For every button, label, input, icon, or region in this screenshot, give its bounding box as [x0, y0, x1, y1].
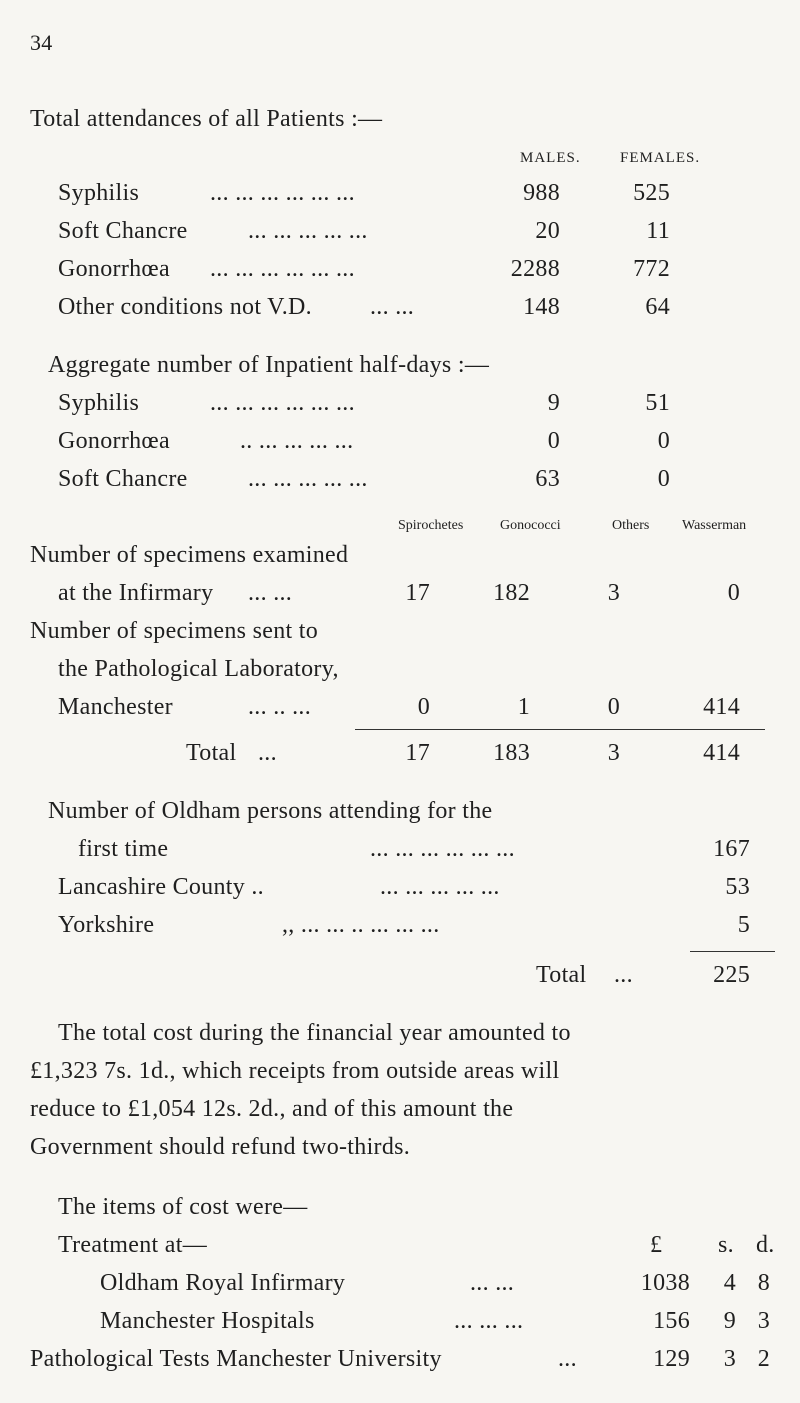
attendances-title: Total attendances of all Patients :—: [30, 106, 383, 132]
row-leaders: ... ... ... ... ...: [248, 218, 368, 244]
oldham-title: Number of Oldham persons attending for the: [48, 798, 493, 824]
row-leaders: ... ... ... ... ... ...: [370, 836, 515, 862]
infirmary-label-line1: Number of specimens examined: [30, 542, 349, 568]
col-pounds-header: £: [650, 1232, 663, 1258]
pounds-value: 1038: [640, 1270, 690, 1296]
row-leaders: ... ... ...: [454, 1308, 524, 1334]
shillings-value: 3: [723, 1346, 736, 1372]
specimens-total-leaders: ...: [258, 740, 277, 766]
lab-label-line2: the Pathological Laboratory,: [58, 656, 339, 682]
row-label: first time: [78, 836, 169, 862]
paragraph-line: £1,323 7s. 1d., which receipts from outside areas will: [30, 1058, 560, 1084]
costs-title: The items of cost were—: [58, 1194, 308, 1220]
infirmary-gonococci: 182: [493, 580, 530, 606]
row-leaders: ... ... ... ... ...: [248, 466, 368, 492]
row-label: Lancashire County ..: [58, 874, 264, 900]
infirmary-leaders: ... ...: [248, 580, 293, 606]
row-label: Soft Chancre: [58, 466, 188, 492]
lab-gonococci: 1: [517, 694, 530, 720]
pence-value: 8: [757, 1270, 770, 1296]
row-label: Soft Chancre: [58, 218, 188, 244]
pence-value: 2: [757, 1346, 770, 1372]
col-pence-header: d.: [756, 1232, 775, 1258]
males-value: 148: [523, 294, 560, 320]
infirmary-label-line2: at the Infirmary: [58, 580, 214, 606]
infirmary-wasserman: 0: [727, 580, 740, 606]
row-leaders: ... ... ... ... ... ...: [210, 180, 355, 206]
females-value: 525: [633, 180, 670, 206]
row-leaders: ... ...: [370, 294, 415, 320]
inpatient-title: Aggregate number of Inpatient half-days :—: [48, 352, 490, 378]
oldham-total-leaders: ...: [614, 962, 633, 988]
row-leaders: .. ... ... ... ...: [240, 428, 354, 454]
pounds-value: 156: [653, 1308, 690, 1334]
total-others: 3: [607, 740, 620, 766]
col-females-header: FEMALES.: [620, 150, 701, 166]
specimens-total-rule: [355, 729, 765, 730]
paragraph-line: reduce to £1,054 12s. 2d., and of this amount the: [30, 1096, 514, 1122]
males-value: 9: [547, 390, 560, 416]
oldham-value: 53: [725, 874, 750, 900]
row-label: Yorkshire: [58, 912, 155, 938]
specimens-total-label: Total: [186, 740, 237, 766]
row-label: Syphilis: [58, 180, 140, 206]
row-leaders: ... ... ... ... ...: [380, 874, 500, 900]
infirmary-spirochetes: 17: [405, 580, 430, 606]
col-shillings-header: s.: [718, 1232, 734, 1258]
costs-subtitle: Treatment at—: [58, 1232, 207, 1258]
row-label: Pathological Tests Manchester University: [30, 1346, 442, 1372]
row-leaders: ... ... ... ... ... ...: [210, 390, 355, 416]
pounds-value: 129: [653, 1346, 690, 1372]
shillings-value: 4: [723, 1270, 736, 1296]
lab-leaders: ... .. ...: [248, 694, 311, 720]
row-leaders: ... ... ... ... ... ...: [210, 256, 355, 282]
oldham-total-value: 225: [713, 962, 750, 988]
header-others: Others: [612, 518, 650, 533]
lab-label-line3: Manchester: [58, 694, 173, 720]
oldham-total-rule: [690, 951, 775, 952]
females-value: 0: [657, 466, 670, 492]
page-number: 34: [30, 30, 53, 55]
males-value: 20: [535, 218, 560, 244]
infirmary-others: 3: [607, 580, 620, 606]
lab-spirochetes: 0: [417, 694, 430, 720]
row-label: Gonorrhœa: [58, 428, 171, 454]
total-wasserman: 414: [703, 740, 740, 766]
lab-wasserman: 414: [703, 694, 740, 720]
females-value: 772: [633, 256, 670, 282]
lab-label-line1: Number of specimens sent to: [30, 618, 319, 644]
females-value: 11: [646, 218, 670, 244]
oldham-value: 5: [737, 912, 750, 938]
total-gonococci: 183: [493, 740, 530, 766]
females-value: 51: [645, 390, 670, 416]
females-value: 0: [657, 428, 670, 454]
header-wasserman: Wasserman: [682, 518, 747, 533]
oldham-total-label: Total: [536, 962, 587, 988]
pence-value: 3: [757, 1308, 770, 1334]
males-value: 988: [523, 180, 560, 206]
males-value: 0: [547, 428, 560, 454]
oldham-value: 167: [713, 836, 750, 862]
row-label: Manchester Hospitals: [100, 1308, 315, 1334]
shillings-value: 9: [723, 1308, 736, 1334]
total-spirochetes: 17: [405, 740, 430, 766]
row-leaders: ... ...: [470, 1270, 515, 1296]
row-leaders: ...: [558, 1346, 577, 1372]
row-label: Other conditions not V.D.: [58, 294, 312, 320]
lab-others: 0: [607, 694, 620, 720]
row-label: Syphilis: [58, 390, 140, 416]
col-males-header: MALES.: [520, 150, 581, 166]
males-value: 2288: [510, 256, 560, 282]
row-label: Gonorrhœa: [58, 256, 171, 282]
males-value: 63: [535, 466, 560, 492]
females-value: 64: [645, 294, 670, 320]
row-label: Oldham Royal Infirmary: [100, 1270, 346, 1296]
paragraph-line: Government should refund two-thirds.: [30, 1134, 411, 1160]
header-spirochetes: Spirochetes: [398, 518, 464, 533]
header-gonococci: Gonococci: [500, 518, 561, 533]
paragraph-line: The total cost during the financial year amounted to: [58, 1020, 571, 1046]
row-leaders: ,, ... ... .. ... ... ...: [282, 912, 440, 938]
